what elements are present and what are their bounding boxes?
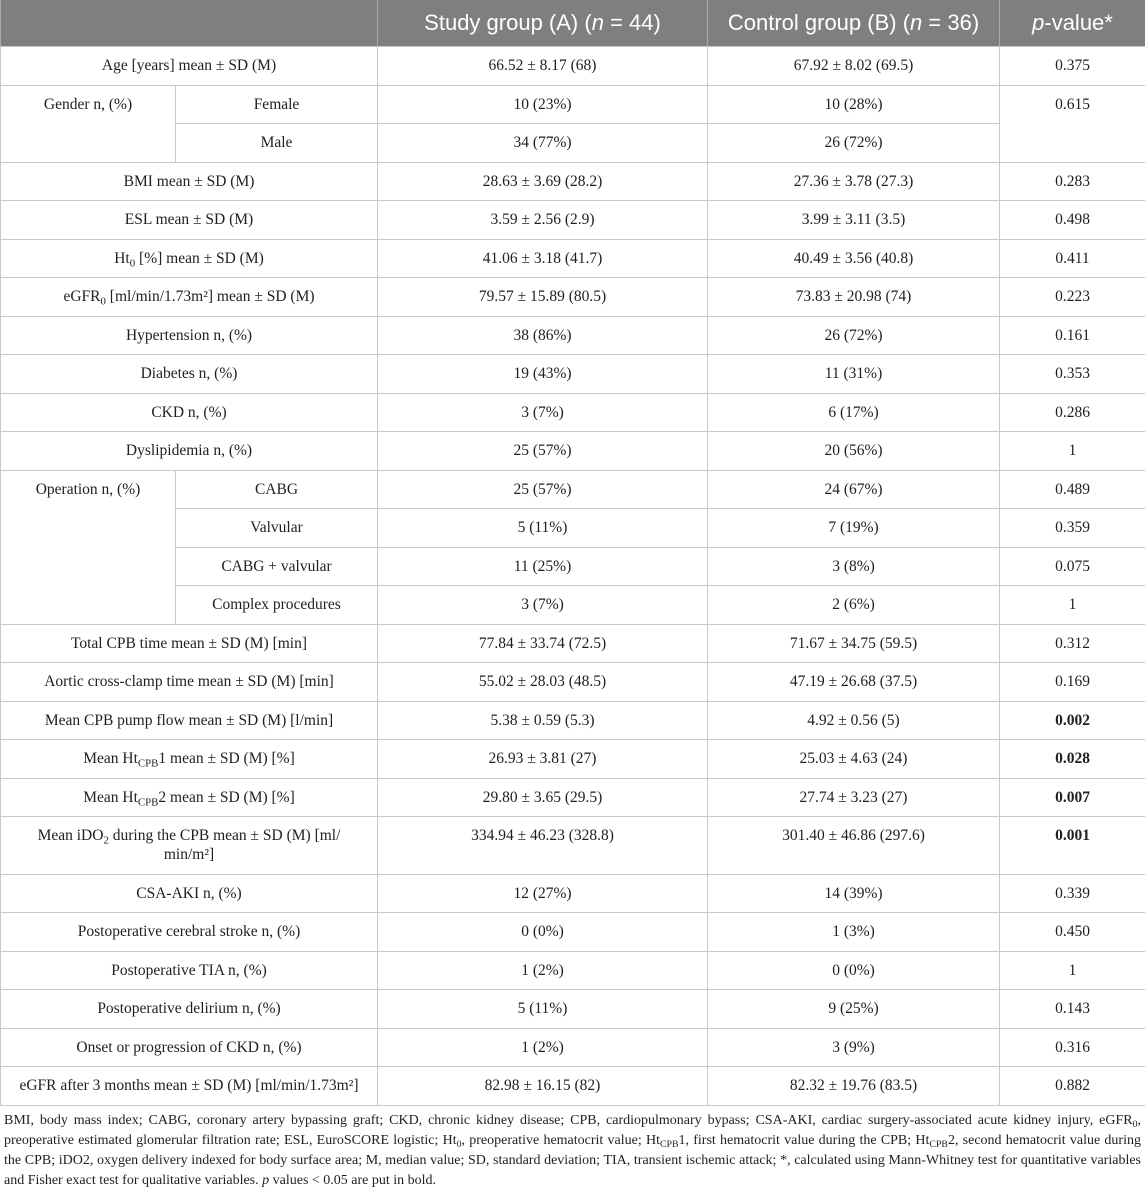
p-value-cell: 0.001 [1000, 817, 1145, 875]
control-group-value-cell: 24 (67%) [708, 470, 1000, 509]
table-row [1, 470, 1145, 509]
study-group-value-cell: 1 (2%) [378, 1028, 708, 1067]
subscript-text: CPB [929, 1138, 948, 1150]
variable-label-cell: ESL mean ± SD (M) [1, 201, 378, 240]
variable-label-cell [1, 778, 378, 817]
control-group-value-cell: 26 (72%) [708, 316, 1000, 355]
table-row [1, 85, 1145, 124]
table-row [1, 47, 1145, 86]
text-segment: 2 mean ± SD (M) [%] [158, 788, 295, 806]
table-row [1, 817, 1145, 875]
table-header [1, 0, 1145, 47]
p-value-cell: 0.489 [1000, 470, 1145, 509]
p-value-cell: 1 [1000, 586, 1145, 625]
study-group-value-cell: 38 (86%) [378, 316, 708, 355]
control-group-value-cell: 2 (6%) [708, 586, 1000, 625]
column-header-p-value [1000, 0, 1145, 47]
text-segment: Mean iDO [37, 827, 104, 844]
control-group-value-cell: 73.83 ± 20.98 (74) [708, 278, 1000, 317]
table-row [1, 663, 1145, 702]
column-header-control-group [708, 0, 1000, 47]
text-segment: Mean Ht [83, 750, 138, 767]
control-group-value-cell: 25.03 ± 4.63 (24) [708, 740, 1000, 779]
study-group-value-cell: 55.02 ± 28.03 (48.5) [378, 663, 708, 702]
p-value-cell: 0.353 [1000, 355, 1145, 394]
control-group-value-cell: 40.49 ± 3.56 (40.8) [708, 239, 1000, 278]
table-row [1, 990, 1145, 1029]
variable-label-cell: Total CPB time mean ± SD (M) [min] [1, 624, 378, 663]
text-segment: BMI, body mass index; CABG, coronary artery bypassing graft; CKD, chronic kidney disease; CPB, cardiopulmonary bypass; CSA-AKI, cardiac surgery-associated acute kidney injury, eGFR [4, 1112, 1133, 1128]
group-label-cell: Operation n, (%) [1, 470, 176, 624]
p-value-cell: 0.283 [1000, 162, 1145, 201]
p-value-cell: 0.223 [1000, 278, 1145, 317]
p-value-cell: 0.161 [1000, 316, 1145, 355]
italic-text: n [910, 10, 923, 35]
study-group-value-cell: 334.94 ± 46.23 (328.8) [378, 817, 708, 875]
subscript-text: CPB [137, 757, 159, 770]
variable-label-cell: Postoperative TIA n, (%) [1, 951, 378, 990]
text-segment: values < 0.05 are put in bold. [269, 1172, 437, 1188]
study-group-value-cell: 41.06 ± 3.18 (41.7) [378, 239, 708, 278]
text-segment: 1 mean ± SD (M) [%] [158, 750, 295, 767]
p-value-cell: 0.075 [1000, 547, 1145, 586]
study-group-value-cell: 34 (77%) [378, 124, 708, 163]
table-row [1, 432, 1145, 471]
subscript-text: 0 [129, 256, 136, 269]
variable-label-cell [1, 740, 378, 779]
group-label-cell: Gender n, (%) [1, 85, 176, 162]
control-group-value-cell: 9 (25%) [708, 990, 1000, 1029]
study-group-value-cell: 10 (23%) [378, 85, 708, 124]
control-group-value-cell: 27.74 ± 3.23 (27) [708, 778, 1000, 817]
study-group-value-cell: 3 (7%) [378, 393, 708, 432]
text-segment: Study group (A) ( [424, 10, 592, 35]
p-value-cell: 0.375 [1000, 47, 1145, 86]
study-group-value-cell: 5 (11%) [378, 990, 708, 1029]
text-segment: Control group (B) ( [727, 10, 911, 35]
italic-text: p [1032, 10, 1045, 35]
study-group-value-cell: 3.59 ± 2.56 (2.9) [378, 201, 708, 240]
text-segment: , preoperative estimated glomerular filtration rate; ESL, EuroSCORE logistic; Ht [4, 1112, 1141, 1148]
control-group-value-cell: 11 (31%) [708, 355, 1000, 394]
study-group-value-cell: 79.57 ± 15.89 (80.5) [378, 278, 708, 317]
table-row [1, 874, 1145, 913]
variable-label-cell: Postoperative delirium n, (%) [1, 990, 378, 1029]
p-value-cell: 0.450 [1000, 913, 1145, 952]
table-row [1, 740, 1145, 779]
study-group-value-cell: 77.84 ± 33.74 (72.5) [378, 624, 708, 663]
subgroup-label-cell: CABG [176, 470, 378, 509]
study-group-value-cell: 66.52 ± 8.17 (68) [378, 47, 708, 86]
control-group-value-cell: 14 (39%) [708, 874, 1000, 913]
p-value-cell: 0.882 [1000, 1067, 1145, 1106]
subscript-text: CPB [659, 1138, 679, 1150]
subgroup-label-cell: CABG + valvular [176, 547, 378, 586]
table-row [1, 1067, 1145, 1106]
subscript-text: 0 [100, 295, 106, 308]
table-row [1, 355, 1145, 394]
table-row [1, 278, 1145, 317]
study-group-value-cell: 5.38 ± 0.59 (5.3) [378, 701, 708, 740]
table-row [1, 778, 1145, 817]
study-group-value-cell: 26.93 ± 3.81 (27) [378, 740, 708, 779]
subscript-text: 0 [1132, 1118, 1138, 1130]
control-group-value-cell: 27.36 ± 3.78 (27.3) [708, 162, 1000, 201]
p-value-cell: 0.359 [1000, 509, 1145, 548]
text-segment: -value* [1044, 10, 1113, 35]
table-row [1, 162, 1145, 201]
table-row [1, 239, 1145, 278]
control-group-value-cell: 10 (28%) [708, 85, 1000, 124]
variable-label-cell: CSA-AKI n, (%) [1, 874, 378, 913]
column-header-variable [1, 0, 378, 47]
variable-label-cell: Onset or progression of CKD n, (%) [1, 1028, 378, 1067]
control-group-value-cell: 3 (8%) [708, 547, 1000, 586]
study-group-value-cell: 19 (43%) [378, 355, 708, 394]
variable-label-cell [1, 278, 378, 317]
text-segment: = 36) [922, 10, 980, 35]
variable-label-cell: Diabetes n, (%) [1, 355, 378, 394]
control-group-value-cell: 1 (3%) [708, 913, 1000, 952]
table-row [1, 701, 1145, 740]
table-body [1, 47, 1145, 1106]
control-group-value-cell: 71.67 ± 34.75 (59.5) [708, 624, 1000, 663]
table-row [1, 624, 1145, 663]
study-group-value-cell: 25 (57%) [378, 470, 708, 509]
subgroup-label-cell: Female [176, 85, 378, 124]
study-group-value-cell: 1 (2%) [378, 951, 708, 990]
text-segment: = 44) [603, 10, 661, 35]
study-group-value-cell: 0 (0%) [378, 913, 708, 952]
p-value-cell: 1 [1000, 432, 1145, 471]
control-group-value-cell: 82.32 ± 19.76 (83.5) [708, 1067, 1000, 1106]
subgroup-label-cell: Valvular [176, 509, 378, 548]
p-value-cell: 0.028 [1000, 740, 1145, 779]
variable-label-cell [1, 239, 378, 278]
italic-text: p [262, 1172, 270, 1188]
variable-label-cell [1, 817, 378, 875]
study-group-value-cell: 82.98 ± 16.15 (82) [378, 1067, 708, 1106]
p-value-cell: 0.007 [1000, 778, 1145, 817]
italic-text: n [591, 10, 604, 35]
p-value-cell: 1 [1000, 951, 1145, 990]
p-value-cell: 0.316 [1000, 1028, 1145, 1067]
subscript-text: 2 [103, 834, 109, 847]
control-group-value-cell: 20 (56%) [708, 432, 1000, 471]
p-value-cell: 0.411 [1000, 239, 1145, 278]
subgroup-label-cell: Male [176, 124, 378, 163]
table-row [1, 1028, 1145, 1067]
study-group-value-cell: 28.63 ± 3.69 (28.2) [378, 162, 708, 201]
variable-label-cell: Mean CPB pump flow mean ± SD (M) [l/min] [1, 701, 378, 740]
control-group-value-cell: 301.40 ± 46.86 (297.6) [708, 817, 1000, 875]
p-value-cell: 0.615 [1000, 85, 1145, 162]
control-group-value-cell: 47.19 ± 26.68 (37.5) [708, 663, 1000, 702]
table-row [1, 913, 1145, 952]
control-group-value-cell: 4.92 ± 0.56 (5) [708, 701, 1000, 740]
control-group-value-cell: 6 (17%) [708, 393, 1000, 432]
p-value-cell: 0.143 [1000, 990, 1145, 1029]
text-segment: [%] mean ± SD (M) [135, 249, 264, 267]
p-value-cell: 0.339 [1000, 874, 1145, 913]
text-segment: 1, first hematocrit value during the CPB; Ht [678, 1132, 930, 1148]
variable-label-cell: Hypertension n, (%) [1, 316, 378, 355]
text-segment: Ht [114, 249, 130, 267]
control-group-value-cell: 67.92 ± 8.02 (69.5) [708, 47, 1000, 86]
p-value-cell: 0.169 [1000, 663, 1145, 702]
subscript-text: CPB [137, 795, 159, 808]
p-value-cell: 0.312 [1000, 624, 1145, 663]
text-segment: , preoperative hematocrit value; Ht [461, 1132, 660, 1148]
p-value-cell: 0.286 [1000, 393, 1145, 432]
study-group-value-cell: 25 (57%) [378, 432, 708, 471]
table-row [1, 951, 1145, 990]
text-segment: eGFR [63, 288, 101, 305]
table-row [1, 201, 1145, 240]
control-group-value-cell: 7 (19%) [708, 509, 1000, 548]
variable-label-cell: Dyslipidemia n, (%) [1, 432, 378, 471]
control-group-value-cell: 3 (9%) [708, 1028, 1000, 1067]
study-group-value-cell: 29.80 ± 3.65 (29.5) [378, 778, 708, 817]
p-value-cell: 0.498 [1000, 201, 1145, 240]
variable-label-cell: CKD n, (%) [1, 393, 378, 432]
text-segment: during the CPB mean ± SD (M) [ml/ min/m²] [112, 827, 341, 863]
variable-label-cell: Aortic cross-clamp time mean ± SD (M) [min] [1, 663, 378, 702]
column-header-study-group [378, 0, 708, 47]
control-group-value-cell: 3.99 ± 3.11 (3.5) [708, 201, 1000, 240]
table-row [1, 393, 1145, 432]
text-segment: Mean Ht [83, 788, 138, 806]
study-group-value-cell: 11 (25%) [378, 547, 708, 586]
subscript-text: 0 [456, 1138, 462, 1150]
study-group-value-cell: 3 (7%) [378, 586, 708, 625]
subgroup-label-cell: Complex procedures [176, 586, 378, 625]
control-group-value-cell: 26 (72%) [708, 124, 1000, 163]
variable-label-cell: Age [years] mean ± SD (M) [1, 47, 378, 86]
table-row [1, 316, 1145, 355]
table-footnote [0, 1106, 1145, 1191]
header-row [1, 0, 1145, 47]
text-segment: [ml/min/1.73m²] mean ± SD (M) [105, 288, 315, 305]
study-group-value-cell: 12 (27%) [378, 874, 708, 913]
control-group-value-cell: 0 (0%) [708, 951, 1000, 990]
text-segment: 2, second hematocrit value during the CPB; iDO2, oxygen delivery indexed for body surface area; M, median value; SD, standard deviation; TIA, transient ischemic attack; *, calculated using Mann-Whitney test for quantitative variables and Fisher exact test for qualitative variables. [4, 1132, 1141, 1188]
variable-label-cell: eGFR after 3 months mean ± SD (M) [ml/min/1.73m²] [1, 1067, 378, 1106]
study-group-value-cell: 5 (11%) [378, 509, 708, 548]
variable-label-cell: BMI mean ± SD (M) [1, 162, 378, 201]
variable-label-cell: Postoperative cerebral stroke n, (%) [1, 913, 378, 952]
p-value-cell: 0.002 [1000, 701, 1145, 740]
